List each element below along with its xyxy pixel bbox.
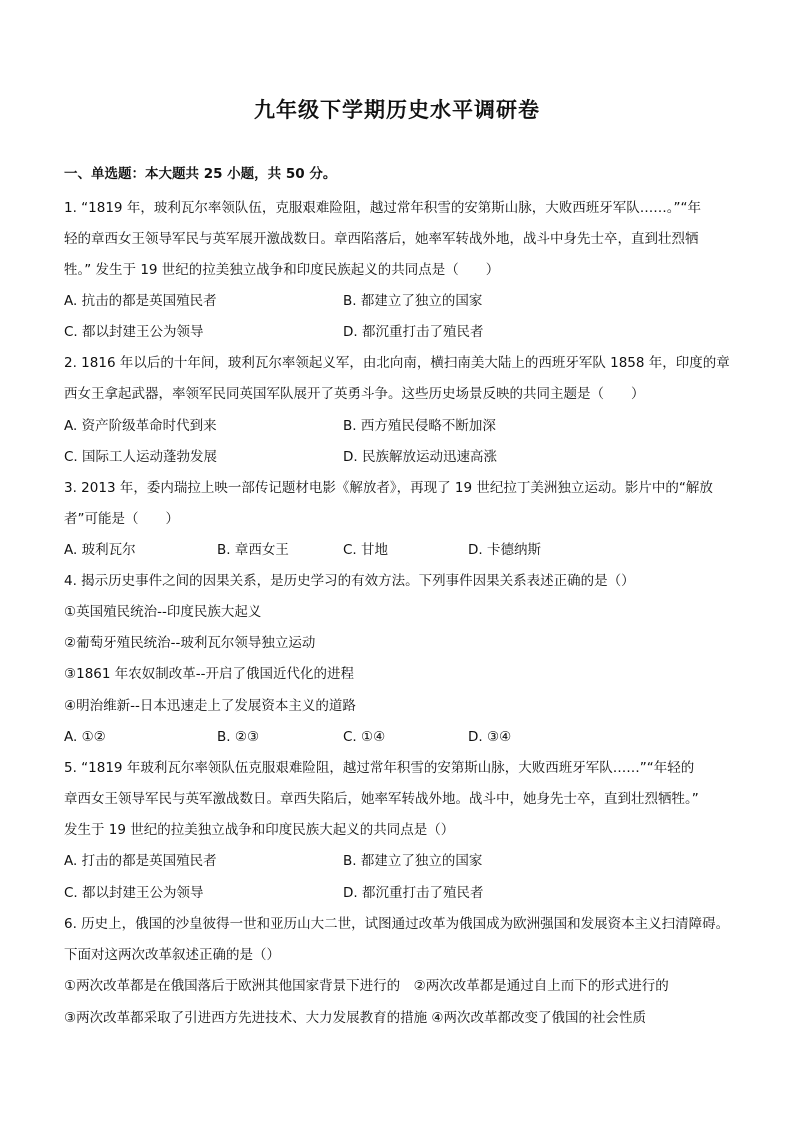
question-4-line-5: ④明治维新--日本迅速走上了发展资本主义的道路: [64, 698, 356, 714]
question-4-line-4: ③1861 年农奴制改革--开启了俄国近代化的进程: [64, 666, 354, 682]
question-2-line-1: 2. 1816 年以后的十年间，玻利瓦尔率领起义军，由北向南，横扫南美大陆上的西班牙军队 1858 年，印度的章: [64, 355, 730, 371]
exam-title: 九年级下学期历史水平调研卷: [254, 98, 540, 122]
question-3-line-1: 3. 2013 年，委内瑞拉上映一部传记题材电影《解放者》，再现了 19 世纪拉丁美洲独立运动。影片中的“解放: [64, 480, 713, 496]
question-5-option-b[interactable]: B. 都建立了独立的国家: [343, 853, 483, 869]
question-2-option-b[interactable]: B. 西方殖民侵略不断加深: [343, 418, 496, 434]
question-5-line-3: 发生于 19 世纪的拉美独立战争和印度民族大起义的共同点是（）: [64, 822, 455, 838]
question-5-line-2: 章西女王领导军民与英军激战数日。章西失陷后，她率军转战外地。战斗中，她身先士卒，直到壮烈牺牲。”: [64, 791, 699, 807]
question-6-line-3: ①两次改革都是在俄国落后于欧洲其他国家背景下进行的 ②两次改革都是通过自上而下的形式进行的: [64, 978, 669, 994]
question-2-line-2: 西女王拿起武器，率领军民同英国军队展开了英勇斗争。这些历史场景反映的共同主题是（ ）: [64, 386, 645, 402]
question-5-option-a[interactable]: A. 打击的都是英国殖民者: [64, 853, 217, 869]
question-5-option-d[interactable]: D. 都沉重打击了殖民者: [343, 885, 484, 901]
question-1-option-c[interactable]: C. 都以封建王公为领导: [64, 324, 204, 340]
question-5-line-1: 5. “1819 年玻利瓦尔率领队伍克服艰难险阻，越过常年积雪的安第斯山脉，大败西班牙军队……”“年轻的: [64, 760, 695, 776]
question-6-line-1: 6. 历史上，俄国的沙皇彼得一世和亚历山大二世，试图通过改革为俄国成为欧洲强国和发展资本主义扫清障碍。: [64, 916, 730, 932]
question-4-line-2: ①英国殖民统治--印度民族大起义: [64, 604, 262, 620]
question-4-option-b[interactable]: B. ②③: [217, 729, 260, 745]
question-3-line-2: 者”可能是（ ）: [64, 511, 179, 527]
question-1-line-1: 1. “1819 年，玻利瓦尔率领队伍，克服艰难险阻，越过常年积雪的安第斯山脉，大败西班牙军队……。”“年: [64, 200, 702, 216]
question-3-option-c[interactable]: C. 甘地: [343, 542, 389, 558]
question-1-line-2: 轻的章西女王领导军民与英军展开激战数日。章西陷落后，她率军转战外地，战斗中身先士卒，直到壮烈牺: [64, 231, 699, 247]
section-header: 一、单选题：本大题共 25 小题，共 50 分。: [64, 166, 337, 182]
question-3-option-b[interactable]: B. 章西女王: [217, 542, 289, 558]
question-4-option-c[interactable]: C. ①④: [343, 729, 386, 745]
question-1-option-b[interactable]: B. 都建立了独立的国家: [343, 293, 483, 309]
question-3-option-d[interactable]: D. 卡德纳斯: [468, 542, 541, 558]
question-6-line-2: 下面对这两次改革叙述正确的是（）: [64, 947, 280, 963]
question-2-option-c[interactable]: C. 国际工人运动蓬勃发展: [64, 449, 218, 465]
question-2-option-d[interactable]: D. 民族解放运动迅速高涨: [343, 449, 497, 465]
question-5-option-c[interactable]: C. 都以封建王公为领导: [64, 885, 204, 901]
question-4-option-a[interactable]: A. ①②: [64, 729, 106, 745]
question-1-option-a[interactable]: A. 抗击的都是英国殖民者: [64, 293, 217, 309]
question-4-option-d[interactable]: D. ③④: [468, 729, 512, 745]
question-2-option-a[interactable]: A. 资产阶级革命时代到来: [64, 418, 217, 434]
question-6-line-4: ③两次改革都采取了引进西方先进技术、大力发展教育的措施 ④两次改革都改变了俄国的社会性质: [64, 1010, 646, 1026]
question-3-option-a[interactable]: A. 玻利瓦尔: [64, 542, 136, 558]
question-1-option-d[interactable]: D. 都沉重打击了殖民者: [343, 324, 484, 340]
question-4-line-3: ②葡萄牙殖民统治--玻利瓦尔领导独立运动: [64, 635, 316, 651]
question-1-line-3: 牲。” 发生于 19 世纪的拉美独立战争和印度民族起义的共同点是（ ）: [64, 262, 500, 278]
question-4-line-1: 4. 揭示历史事件之间的因果关系，是历史学习的有效方法。下列事件因果关系表述正确的是（）: [64, 573, 635, 589]
